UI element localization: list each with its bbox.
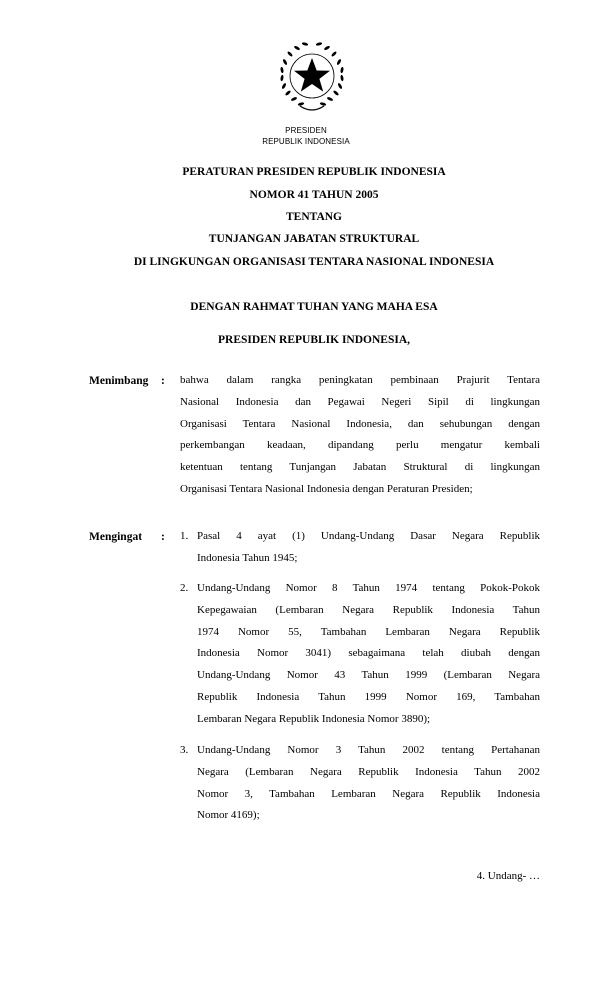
mengingat-item-number: 3.	[180, 744, 189, 756]
menimbang-line: bahwa dalam rangka peningkatan pembinaan Prajurit Tentara	[180, 374, 540, 386]
mengingat-colon: :	[161, 531, 165, 543]
mengingat-line: Nomor 4169);	[197, 809, 260, 822]
mengingat-line: Nomor 3, Tambahan Lembaran Negara Republik Indonesia	[197, 787, 540, 800]
menimbang-line: perkembangan keadaan, dipandang perlu mengatur kembali	[180, 439, 540, 452]
regulation-about: TENTANG	[285, 211, 343, 223]
mengingat-line: Undang-Undang Nomor 43 Tahun 1999 (Lembaran Negara	[197, 669, 540, 682]
issuer: PRESIDEN REPUBLIK INDONESIA,	[217, 334, 411, 346]
invocation: DENGAN RAHMAT TUHAN YANG MAHA ESA	[190, 301, 438, 313]
mengingat-line: 1974 Nomor 55, Tambahan Lembaran Negara Republik	[197, 625, 540, 638]
menimbang-paragraph	[180, 370, 540, 501]
mengingat-item-1	[197, 526, 540, 570]
mengingat-label: Mengingat	[89, 531, 143, 543]
menimbang-line: Nasional Indonesia dan Pegawai Negeri Sipil di lingkungan	[180, 395, 540, 408]
mengingat-line: Indonesia Tahun 1945;	[197, 551, 298, 564]
garuda-emblem-icon	[270, 34, 354, 118]
emblem-caption-president: PRESIDEN	[285, 126, 327, 135]
mengingat-item-2	[197, 578, 540, 731]
menimbang-colon: :	[161, 375, 165, 387]
page-continuation: 4. Undang- …	[476, 870, 540, 882]
mengingat-line: Pasal 4 ayat (1) Undang-Undang Dasar Negara Republik	[197, 530, 540, 542]
mengingat-item-3	[197, 740, 540, 827]
mengingat-line: Indonesia Nomor 3041) sebagaimana telah diubah dengan	[197, 647, 540, 660]
menimbang-label: Menimbang	[89, 375, 149, 387]
mengingat-line: Negara (Lembaran Negara Republik Indonesia Tahun 2002	[197, 765, 540, 778]
menimbang-line: ketentuan tentang Tunjangan Jabatan Struktural di lingkungan	[180, 461, 540, 474]
mengingat-item-number: 1.	[180, 530, 189, 542]
regulation-subject-line2: DI LINGKUNGAN ORGANISASI TENTARA NASIONAL INDONESIA	[133, 256, 495, 268]
regulation-subject-line1: TUNJANGAN JABATAN STRUKTURAL	[208, 233, 420, 245]
mengingat-line: Undang-Undang Nomor 3 Tahun 2002 tentang Pertahanan	[197, 744, 540, 756]
mengingat-line: Lembaran Negara Republik Indonesia Nomor 3890);	[197, 712, 431, 725]
mengingat-line: Republik Indonesia Tahun 1999 Nomor 169, Tambahan	[197, 690, 540, 703]
regulation-title: PERATURAN PRESIDEN REPUBLIK INDONESIA	[182, 166, 446, 178]
regulation-number: NOMOR 41 TAHUN 2005	[249, 189, 379, 201]
emblem-caption-republic: REPUBLIK INDONESIA	[262, 137, 350, 146]
menimbang-line: Organisasi Tentara Nasional Indonesia, dan sehubungan dengan	[180, 417, 540, 430]
mengingat-line: Undang-Undang Nomor 8 Tahun 1974 tentang Pokok-Pokok	[197, 582, 540, 594]
menimbang-line: Organisasi Tentara Nasional Indonesia dengan Peraturan Presiden;	[180, 482, 473, 495]
mengingat-item-number: 2.	[180, 582, 189, 594]
mengingat-line: Kepegawaian (Lembaran Negara Republik Indonesia Tahun	[197, 603, 540, 616]
